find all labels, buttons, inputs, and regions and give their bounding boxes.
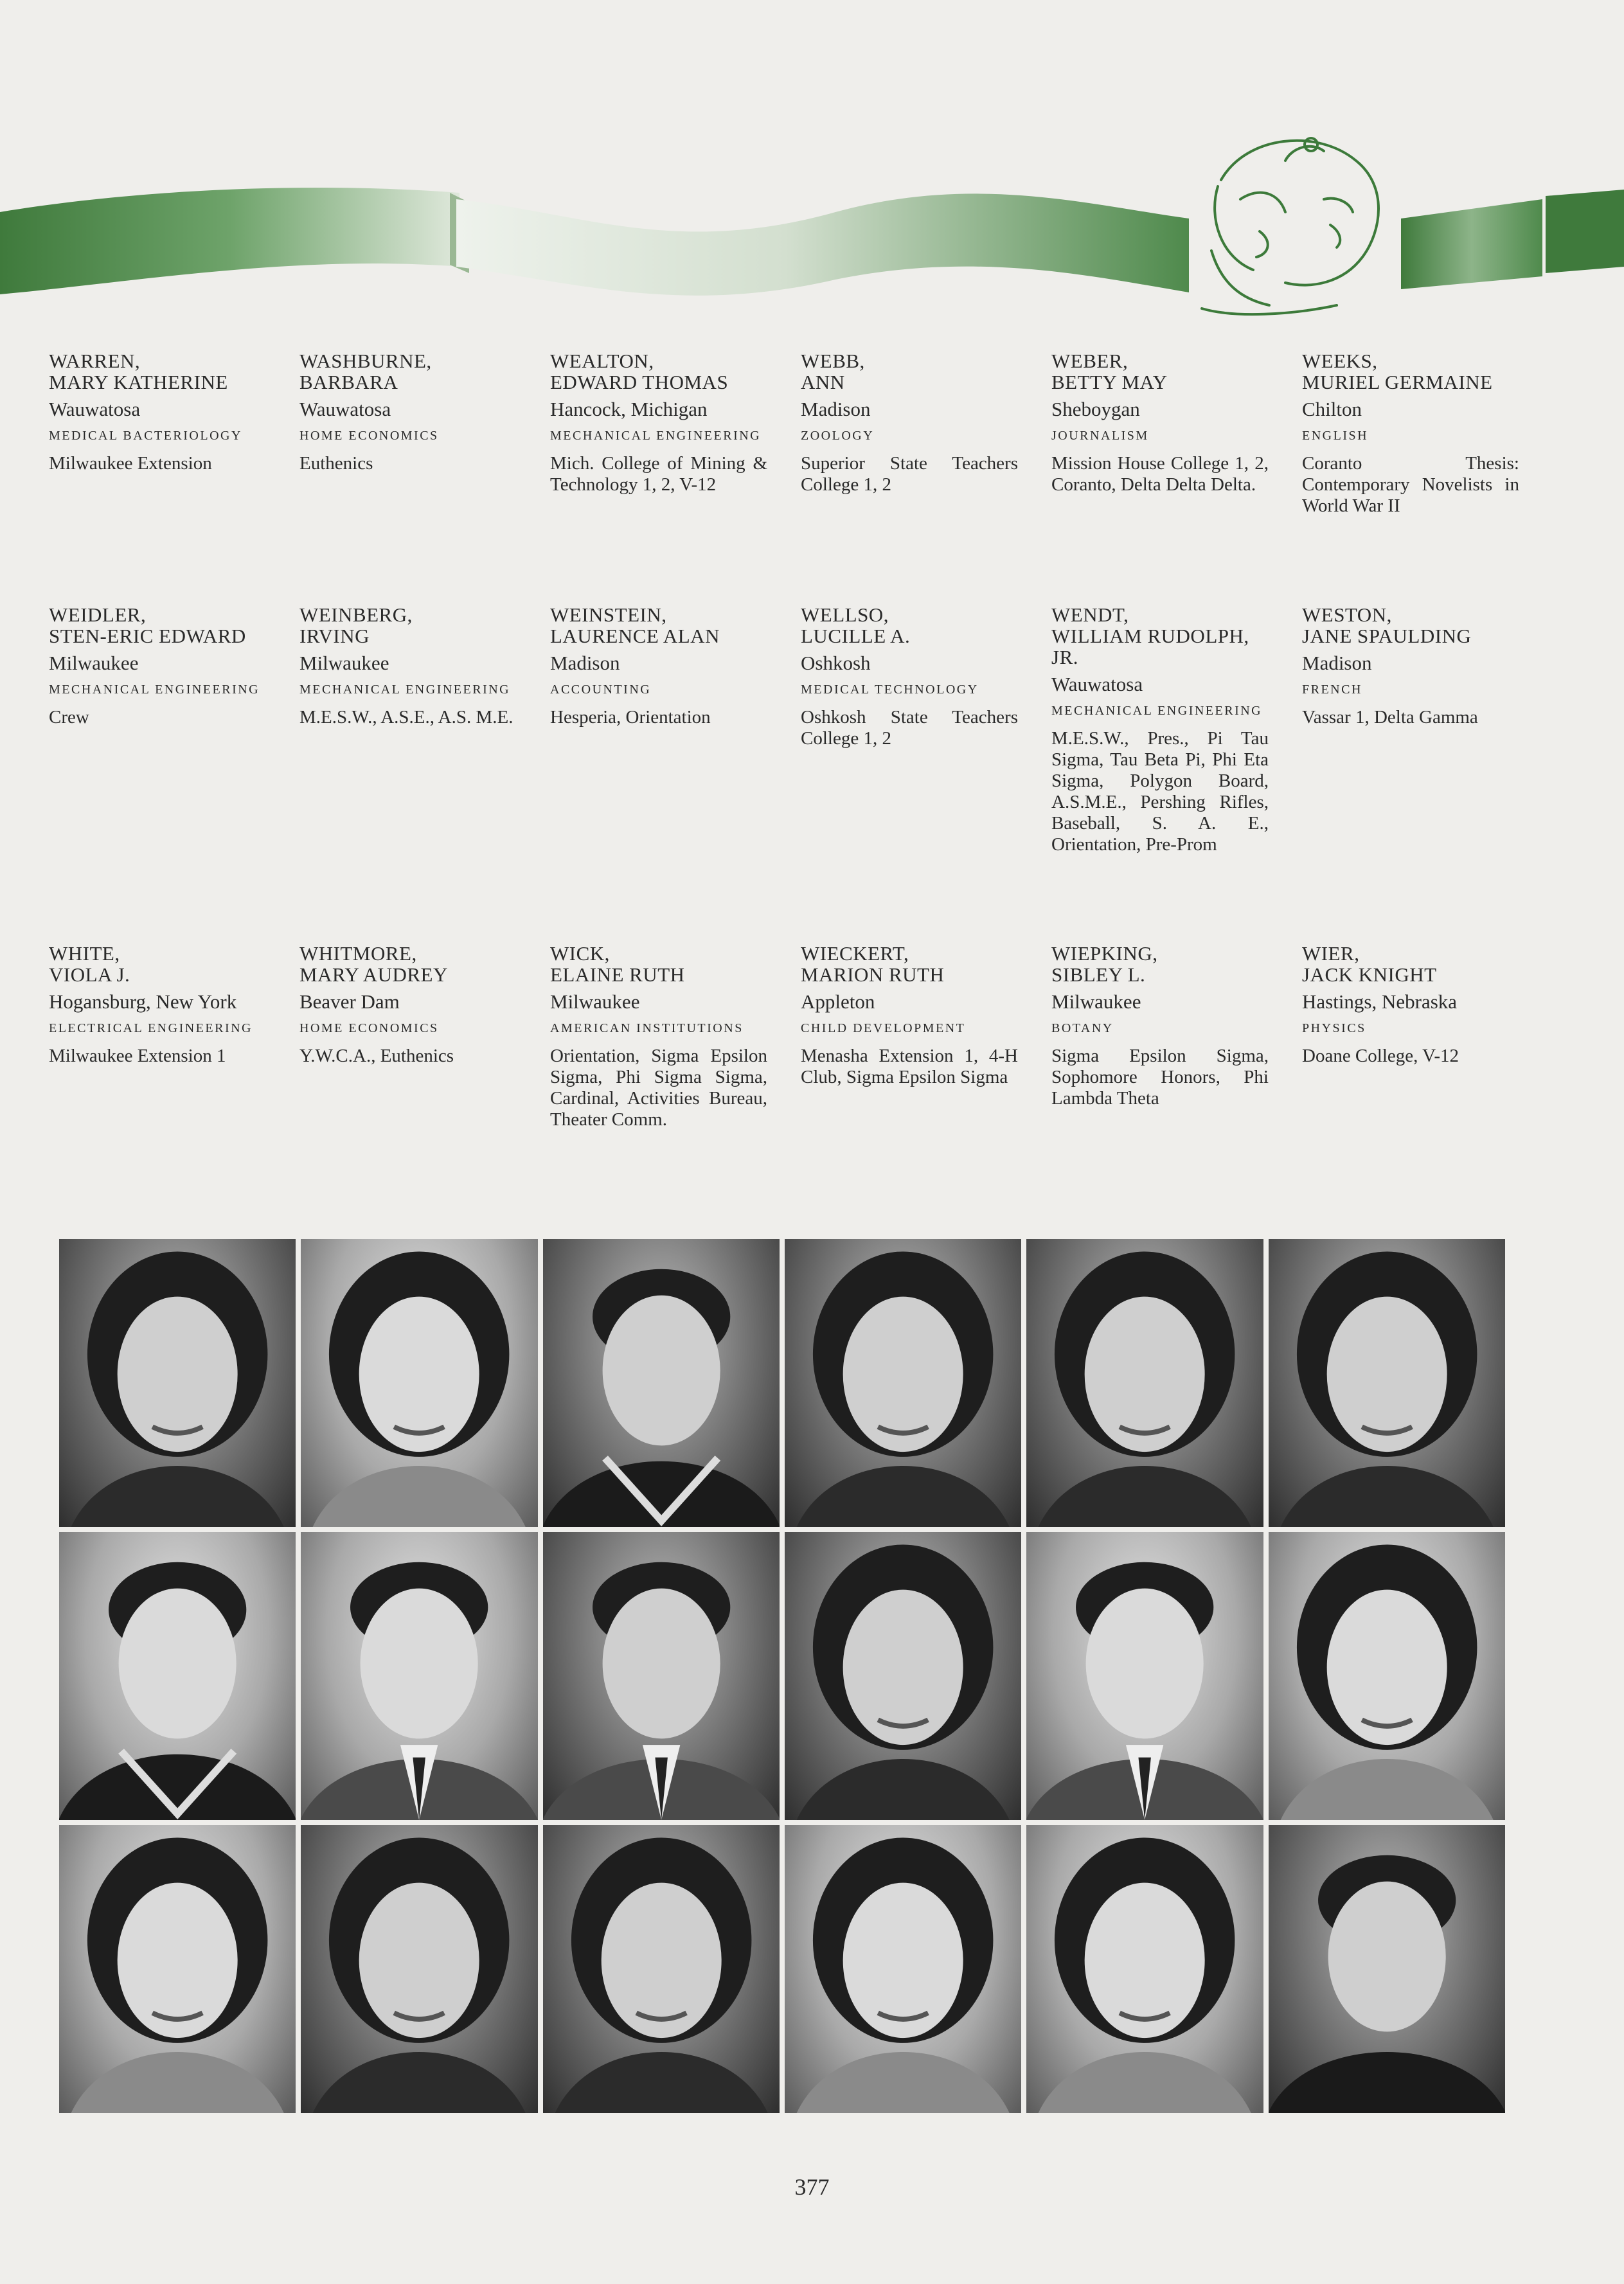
hometown: Milwaukee [299,652,389,674]
student-name [49,943,266,985]
student-entry [49,943,266,1186]
page-number: 377 [794,2174,830,2200]
student-name [550,943,767,985]
activities: Doane College, V-12 [1302,1046,1459,1066]
portrait-photo [1269,1239,1505,1527]
major: HOME ECONOMICS [299,429,439,443]
portrait-silhouette [785,1825,1021,2113]
portrait-photo [301,1532,537,1820]
first-names: ELAINE RUTH [550,963,685,986]
activities: Mich. College of Mining & Technology 1, 2, V-12 [550,453,767,495]
hometown: Milwaukee [49,652,139,674]
portrait-silhouette [543,1532,780,1820]
student-entries [49,350,1540,1186]
portrait-silhouette [543,1239,780,1527]
last-name: WASHBURNE, [299,350,432,372]
activities: Menasha Extension 1, 4-H Club, Sigma Epsilon Sigma [801,1046,1018,1087]
ribbon-left [0,188,460,294]
major: FRENCH [1302,683,1362,697]
portrait-silhouette [785,1239,1021,1527]
first-names: VIOLA J. [49,963,130,986]
student-entry [299,604,517,943]
student-entry [801,604,1018,943]
hometown: Wauwatosa [49,398,141,420]
activities: Milwaukee Extension [49,453,212,474]
portrait-grid [59,1239,1505,2113]
student-name [1051,604,1269,668]
hometown: Wauwatosa [1051,673,1143,695]
student-name [49,604,266,647]
student-name [1051,943,1269,985]
portrait-photo [59,1239,296,1527]
first-names: WILLIAM RUDOLPH, JR. [1051,625,1249,668]
portrait-photo [543,1239,780,1527]
activities: Coranto Thesis: Contemporary Novelists in World War II [1302,453,1519,516]
last-name: WARREN, [49,350,141,372]
student-name [1302,943,1519,985]
first-names: EDWARD THOMAS [550,371,729,393]
activities: Mission House College 1, 2, Coranto, Delta Delta Delta. [1051,453,1269,495]
first-names: STEN-ERIC EDWARD [49,625,246,647]
hometown: Madison [1302,652,1372,674]
activities: Vassar 1, Delta Gamma [1302,707,1478,727]
last-name: WEBB, [801,350,865,372]
activities: Crew [49,707,89,727]
hometown: Madison [801,398,871,420]
portrait-photo [785,1239,1021,1527]
student-name [1051,350,1269,393]
portrait-silhouette [59,1825,296,2113]
hometown: Hastings, Nebraska [1302,990,1458,1013]
major: ELECTRICAL ENGINEERING [49,1021,253,1035]
portrait-photo [1026,1532,1263,1820]
portrait-photo [1026,1825,1263,2113]
first-names: MARY AUDREY [299,963,448,986]
portrait-silhouette [301,1532,537,1820]
activities: Milwaukee Extension 1 [49,1046,226,1066]
last-name: WIECKERT, [801,943,909,965]
major: JOURNALISM [1051,429,1149,443]
major: ENGLISH [1302,429,1369,443]
portrait-silhouette [301,1825,537,2113]
major: PHYSICS [1302,1021,1366,1035]
major: MECHANICAL ENGINEERING [299,683,511,697]
activities: Oshkosh State Teachers College 1, 2 [801,707,1018,749]
hometown: Beaver Dam [299,990,400,1013]
last-name: WHITMORE, [299,943,417,965]
student-entry [49,350,266,604]
first-names: JANE SPAULDING [1302,625,1472,647]
first-names: BARBARA [299,371,398,393]
hometown: Wauwatosa [299,398,391,420]
portrait-photo [59,1532,296,1820]
portrait-photo [1269,1825,1505,2113]
hometown: Milwaukee [1051,990,1141,1013]
portrait-photo [785,1532,1021,1820]
last-name: WESTON, [1302,604,1392,626]
portrait-silhouette [785,1532,1021,1820]
portrait-photo [59,1825,296,2113]
ribbon-right-part [1401,199,1542,289]
student-entry [550,604,767,943]
portrait-silhouette [1269,1239,1505,1527]
portrait-silhouette [1026,1825,1263,2113]
activities: M.E.S.W., A.S.E., A.S. M.E. [299,707,513,727]
last-name: WEBER, [1051,350,1129,372]
first-names: BETTY MAY [1051,371,1168,393]
activities: Sigma Epsilon Sigma, Sophomore Honors, Phi Lambda Theta [1051,1046,1269,1109]
student-name [801,350,1018,393]
ribbon-middle [456,193,1189,295]
portrait-silhouette [1026,1239,1263,1527]
portrait-silhouette [1269,1825,1505,2113]
hometown: Hogansburg, New York [49,990,237,1013]
major: ACCOUNTING [550,683,652,697]
activities: Y.W.C.A., Euthenics [299,1046,454,1066]
student-entry [1051,604,1269,943]
major: CHILD DEVELOPMENT [801,1021,966,1035]
student-entry [1051,350,1269,604]
last-name: WEALTON, [550,350,654,372]
sketch-of-two-faces-icon [1202,138,1379,314]
ribbon-banner [0,122,1624,334]
portrait-silhouette [59,1239,296,1527]
hometown: Oshkosh [801,652,871,674]
student-name [1302,350,1519,393]
portrait-silhouette [1026,1532,1263,1820]
hometown: Milwaukee [550,990,640,1013]
student-entry [801,943,1018,1186]
student-name [550,604,767,647]
hometown: Chilton [1302,398,1362,420]
last-name: WEIDLER, [49,604,147,626]
major: ZOOLOGY [801,429,875,443]
last-name: WEINSTEIN, [550,604,667,626]
last-name: WELLSO, [801,604,889,626]
activities: Superior State Teachers College 1, 2 [801,453,1018,495]
first-names: JACK KNIGHT [1302,963,1437,986]
portrait-photo [785,1825,1021,2113]
last-name: WIER, [1302,943,1360,965]
first-names: LAURENCE ALAN [550,625,720,647]
major: AMERICAN INSTITUTIONS [550,1021,744,1035]
first-names: MURIEL GERMAINE [1302,371,1493,393]
last-name: WEEKS, [1302,350,1378,372]
portrait-photo [301,1825,537,2113]
activities: M.E.S.W., Pres., Pi Tau Sigma, Tau Beta Pi, Phi Eta Sigma, Polygon Board, A.S.M.E., Pershing Rifles, Baseball, S. A. E., Orientation, Pre-Prom [1051,728,1269,855]
portrait-photo [1026,1239,1263,1527]
first-names: IRVING [299,625,370,647]
student-entry [1302,604,1519,943]
portrait-silhouette [543,1825,780,2113]
last-name: WIEPKING, [1051,943,1158,965]
student-entry [299,943,517,1186]
major: MEDICAL TECHNOLOGY [801,683,979,697]
portrait-silhouette [1269,1532,1505,1820]
major: MECHANICAL ENGINEERING [49,683,260,697]
activities: Euthenics [299,453,373,474]
student-entry [1302,943,1519,1186]
student-entry [49,604,266,943]
student-name [801,943,1018,985]
student-name [299,943,517,985]
student-entry [1302,350,1519,604]
last-name: WENDT, [1051,604,1129,626]
student-name [299,350,517,393]
activities: Hesperia, Orientation [550,707,711,727]
student-name [1302,604,1519,647]
first-names: MARY KATHERINE [49,371,228,393]
portrait-silhouette [59,1532,296,1820]
activities: Orientation, Sigma Epsilon Sigma, Phi Sigma Sigma, Cardinal, Activities Bureau, Theater Comm. [550,1046,767,1130]
first-names: MARION RUTH [801,963,945,986]
student-entry [550,943,767,1186]
student-entry [299,350,517,604]
student-name [299,604,517,647]
last-name: WEINBERG, [299,604,413,626]
first-names: SIBLEY L. [1051,963,1146,986]
hometown: Hancock, Michigan [550,398,708,420]
ribbon-right-tail [1546,190,1624,273]
student-entry [550,350,767,604]
last-name: WHITE, [49,943,120,965]
last-name: WICK, [550,943,610,965]
portrait-silhouette [301,1239,537,1527]
major: MECHANICAL ENGINEERING [550,429,762,443]
student-name [550,350,767,393]
student-entry [1051,943,1269,1186]
student-name [49,350,266,393]
student-entry [801,350,1018,604]
portrait-photo [301,1239,537,1527]
first-names: LUCILLE A. [801,625,911,647]
portrait-photo [543,1825,780,2113]
portrait-photo [1269,1532,1505,1820]
major: MECHANICAL ENGINEERING [1051,704,1263,718]
portrait-photo [543,1532,780,1820]
hometown: Appleton [801,990,875,1013]
student-name [801,604,1018,647]
hometown: Sheboygan [1051,398,1140,420]
hometown: Madison [550,652,620,674]
major: BOTANY [1051,1021,1114,1035]
first-names: ANN [801,371,845,393]
major: HOME ECONOMICS [299,1021,439,1035]
major: MEDICAL BACTERIOLOGY [49,429,242,443]
